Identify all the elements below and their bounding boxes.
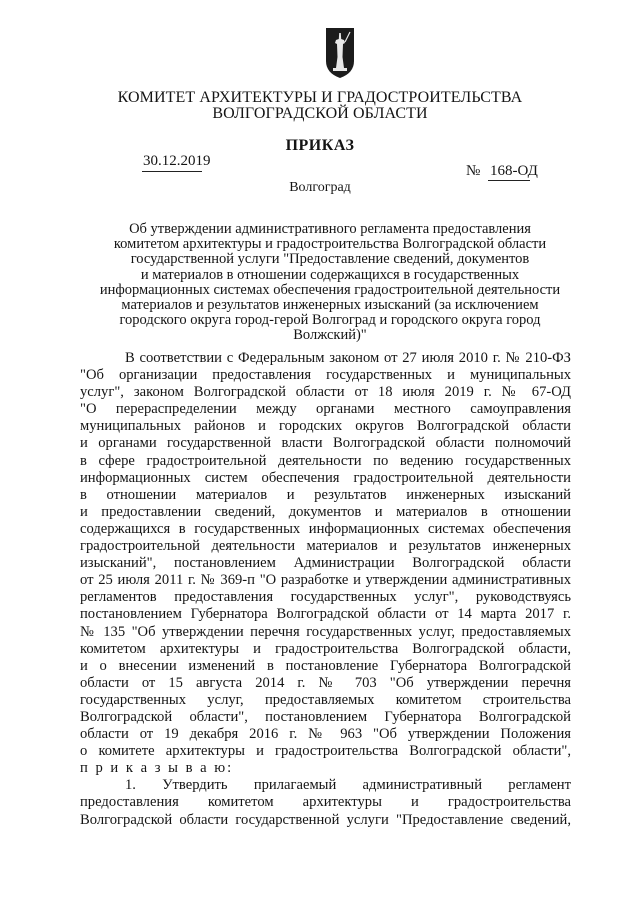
date-underline (142, 171, 202, 172)
city-name: Волгоград (289, 180, 351, 195)
body-line: регламентов предоставления государственных услуг", руководствуясь (80, 589, 571, 606)
body-line: области от 19 декабря 2016 г. № 963 "Об утверждении Положения (80, 726, 571, 743)
body-line: о комитете архитектуры и градостроительства Волгоградской области", (80, 743, 571, 760)
body-line: и предоставлении сведений, документов и материалов в отношении (80, 503, 571, 520)
body-line: постановлением Губернатора Волгоградской области от 14 марта 2017 г. (80, 606, 571, 623)
organization-name-line1: КОМИТЕТ АРХИТЕКТУРЫ И ГРАДОСТРОИТЕЛЬСТВА (117, 89, 523, 106)
body-line: муниципальных районов и городских округов Волгоградской области (80, 418, 571, 435)
body-line: услуг", законом Волгоградской области от 18 июля 2019 г. № 67-ОД (80, 384, 571, 401)
body-line: "О перераспределении между органами местного самоуправления (80, 401, 571, 418)
subject-line: государственной услуги "Предоставление сведений, документов (130, 251, 530, 268)
body-line: Волгоградской области государственной услуги "Предоставление сведений, (80, 811, 571, 828)
order-number: 168-ОД (490, 163, 538, 179)
document-type-title: ПРИКАЗ (285, 137, 355, 154)
volgograd-coat-of-arms-icon (325, 27, 355, 79)
organization-name-line2: ВОЛГОГРАДСКОЙ ОБЛАСТИ (212, 105, 428, 122)
body-line: от 25 июля 2011 г. № 369-п "О разработке и утверждении административных (80, 572, 571, 589)
subject-line: Об утверждении административного регламента предоставления (129, 221, 531, 237)
body-line: в сфере градостроительной деятельности по ведению государственных (80, 452, 571, 469)
subject-line: информационных системах обеспечения градостроительной деятельности (99, 281, 561, 298)
body-line: в отношении материалов и результатов инженерных изысканий (80, 486, 571, 503)
body-line: информационных систем обеспечения градостроительной деятельности (80, 469, 571, 486)
body-line: изысканий", постановлением Администрации Волгоградской области (80, 555, 571, 572)
body-line: и органами государственной власти Волгоградской области полномочий (80, 435, 571, 452)
body-line: области от 15 августа 2014 г. № 703 "Об утверждении перечня (80, 674, 571, 691)
body-line: Волгоградской области", постановлением Губернатора Волгоградской (80, 708, 571, 725)
body-line: содержащихся в государственных информационных системах обеспечения (80, 520, 571, 537)
body-line: градостроительной деятельности материалов и результатов инженерных (80, 538, 571, 555)
subject-line: городского округа город-герой Волгоград и городского округа город (119, 312, 541, 329)
order-body-text (80, 350, 571, 829)
body-line: государственных услуг, предоставляемых комитетом строительства (80, 691, 571, 708)
order-number-sign: № (466, 163, 481, 179)
body-line: "Об организации предоставления государственных и муниципальных (80, 367, 571, 384)
body-line-item-1: 1. Утвердить прилагаемый административный регламент (125, 777, 571, 794)
subject-line: материалов и результатов инженерных изысканий (за исключением (121, 297, 539, 314)
subject-line: и материалов в отношении содержащихся в государственных (140, 266, 520, 283)
body-line-order-verb: п р и к а з ы в а ю: (80, 760, 234, 777)
body-line: предоставления комитетом архитектуры и градостроительства (80, 794, 571, 811)
body-line: № 135 "Об утверждении перечня государственных услуг, предоставляемых (80, 623, 571, 640)
body-line: и о внесении изменений в постановление Губернатора Волгоградской (80, 657, 571, 674)
subject-line: комитетом архитектуры и градостроительства Волгоградской области (113, 236, 547, 253)
subject-line: Волжский)" (293, 327, 367, 344)
order-subject (60, 222, 600, 344)
body-line: комитетом архитектуры и градостроительства Волгоградской области, (80, 640, 571, 657)
order-date: 30.12.2019 (143, 153, 211, 169)
body-line: В соответствии с Федеральным законом от 27 июля 2010 г. № 210-ФЗ (125, 350, 571, 366)
